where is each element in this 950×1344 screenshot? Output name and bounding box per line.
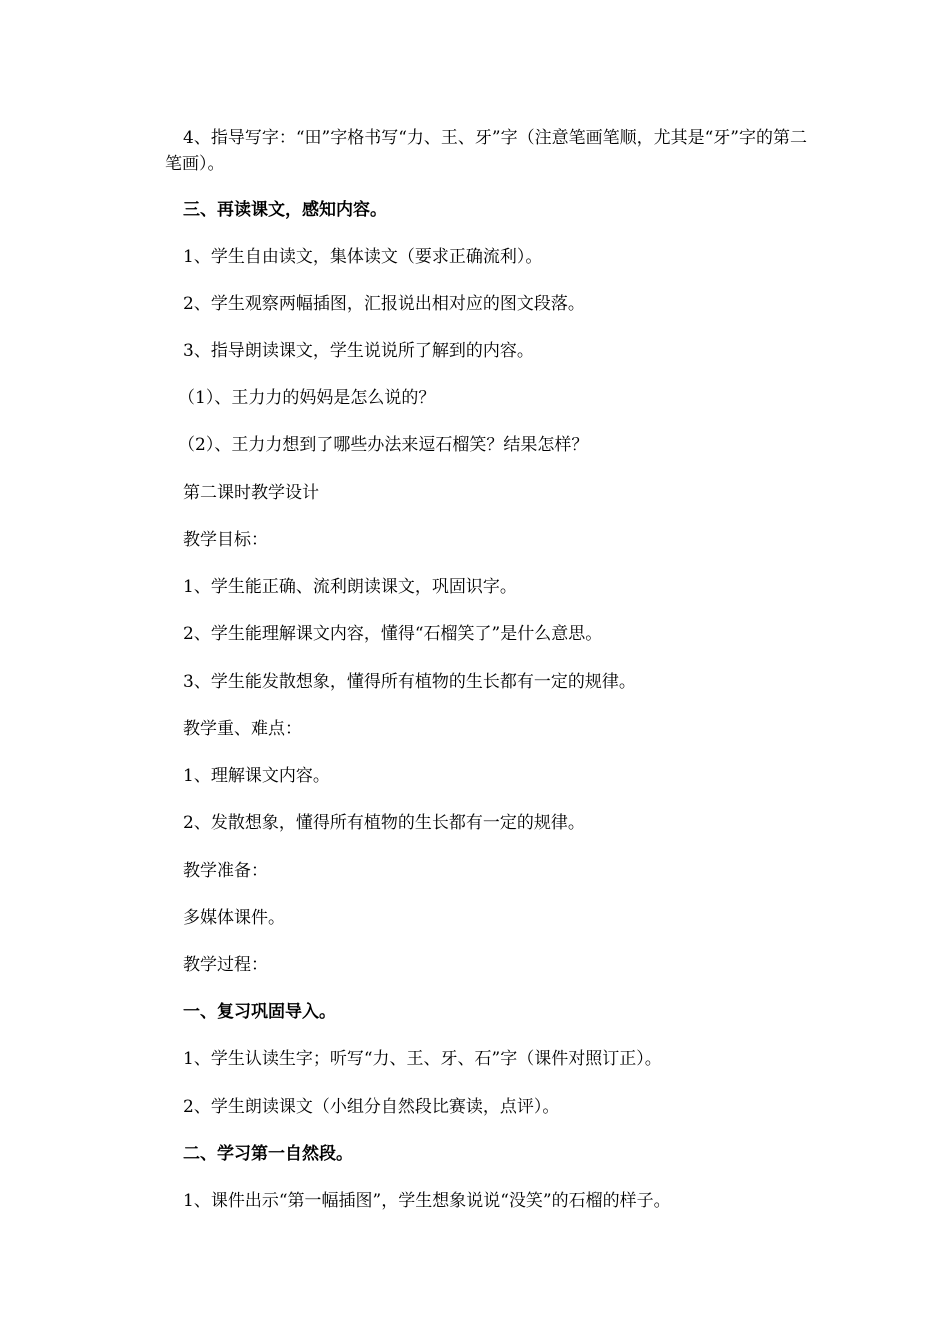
paragraph: 3、指导朗读课文，学生说说所了解到的内容。: [183, 341, 534, 361]
paragraph: 多媒体课件。: [183, 908, 285, 928]
section-heading: 三、再读课文，感知内容。: [183, 200, 387, 220]
paragraph: 1、学生认读生字；听写“力、王、牙、石”字（课件对照订正）。: [183, 1049, 662, 1069]
paragraph: 第二课时教学设计: [183, 483, 319, 503]
paragraph: 2、学生观察两幅插图，汇报说出相对应的图文段落。: [183, 294, 585, 314]
paragraph: （1）、王力力的妈妈是怎么说的？: [178, 388, 436, 408]
paragraph: 1、学生能正确、流利朗读课文，巩固识字。: [183, 577, 517, 597]
section-heading: 一、复习巩固导入。: [183, 1002, 336, 1022]
paragraph: 教学过程：: [183, 955, 268, 975]
paragraph: 4、指导写字：“田”字格书写“力、王、牙”字（注意笔画笔顺，尤其是“牙”字的第二笔画）。: [165, 128, 807, 174]
paragraph: 教学目标：: [183, 530, 268, 550]
paragraph: 3、学生能发散想象，懂得所有植物的生长都有一定的规律。: [183, 672, 636, 692]
paragraph: 教学准备：: [183, 861, 268, 881]
paragraph: 2、发散想象，懂得所有植物的生长都有一定的规律。: [183, 813, 585, 833]
paragraph: 2、学生朗读课文（小组分自然段比赛读，点评）。: [183, 1097, 560, 1117]
paragraph: 1、课件出示“第一幅插图”，学生想象说说“没笑”的石榴的样子。: [183, 1191, 671, 1211]
paragraph: （2）、王力力想到了哪些办法来逗石榴笑？结果怎样？: [178, 435, 589, 455]
section-heading: 二、学习第一自然段。: [183, 1144, 353, 1164]
paragraph: 2、学生能理解课文内容，懂得“石榴笑了”是什么意思。: [183, 624, 603, 644]
paragraph: 1、理解课文内容。: [183, 766, 330, 786]
paragraph: 1、学生自由读文，集体读文（要求正确流利）。: [183, 247, 543, 267]
paragraph: 教学重、难点：: [183, 719, 302, 739]
